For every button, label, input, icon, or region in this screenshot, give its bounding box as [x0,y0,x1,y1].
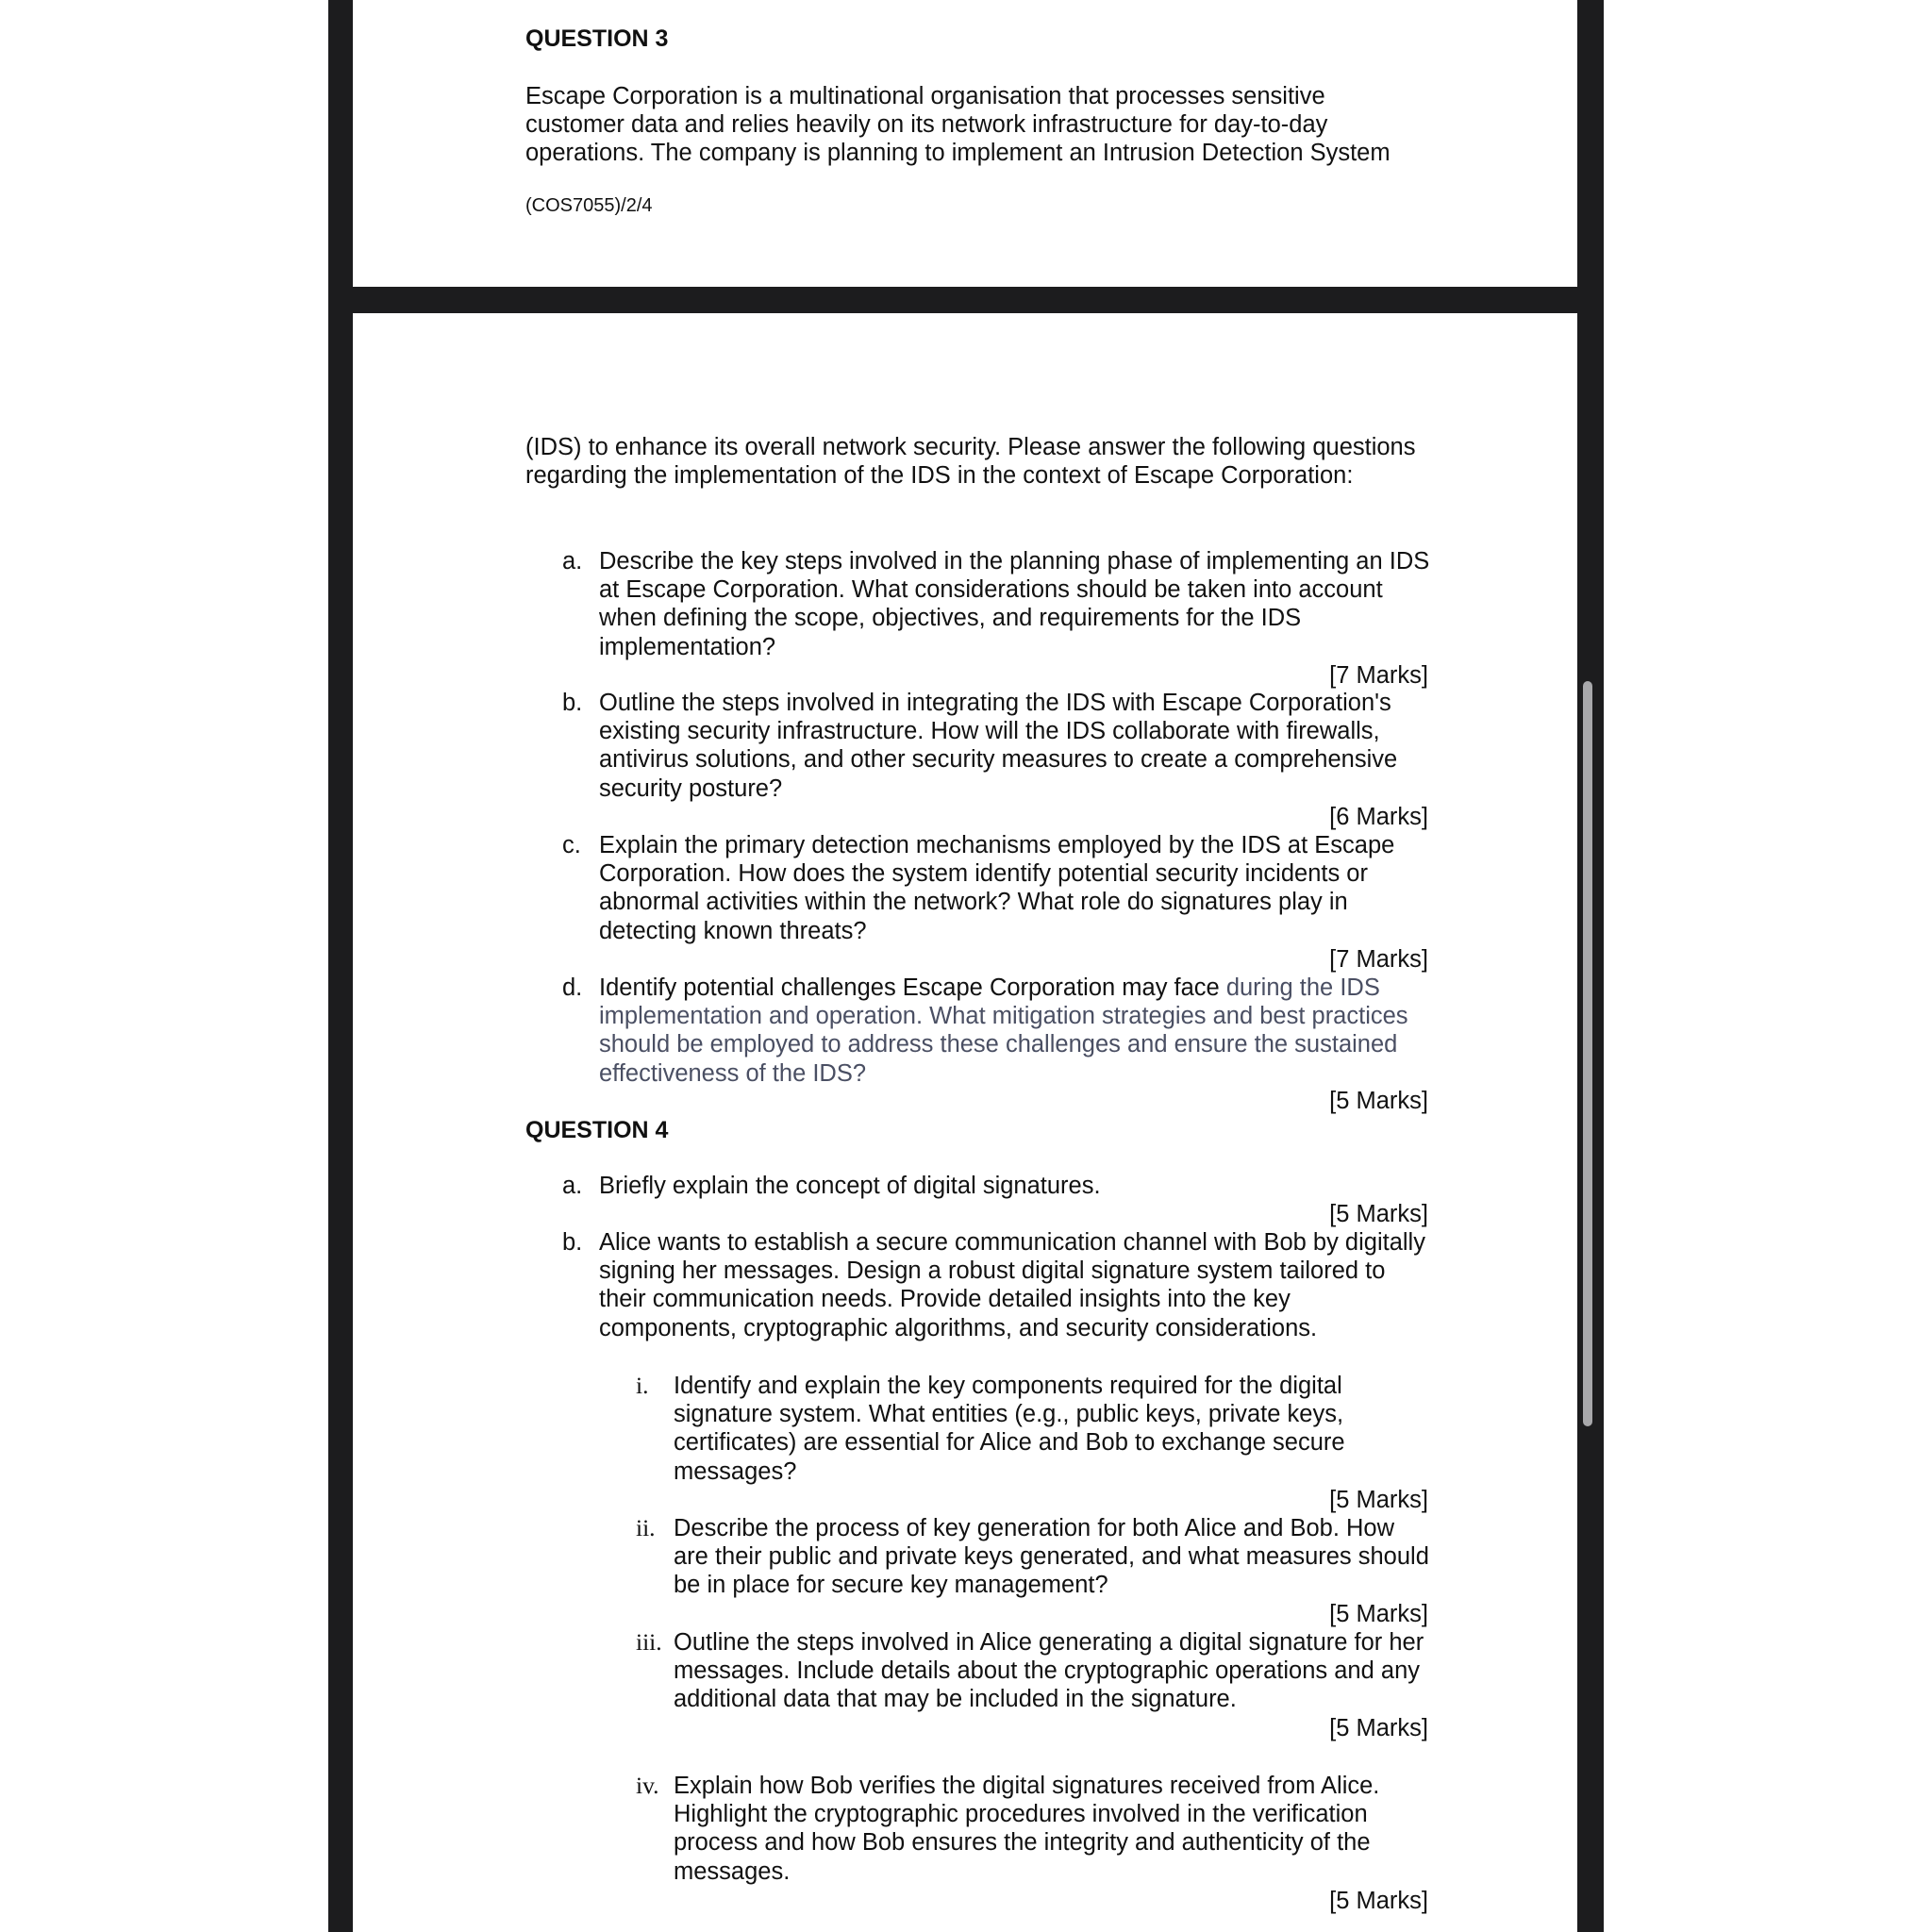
question-3-heading: QUESTION 3 [525,25,669,52]
marks-label: [6 Marks] [1329,804,1428,830]
q4-sub-ii-text: Describe the process of key generation for both Alice and Bob. How are their public and private keys generated, and what measures should be in place for secure key management? [674,1515,1429,1599]
q4-item-a-text: Briefly explain the concept of digital signatures. [599,1173,1101,1199]
q3-item-c-text: Explain the primary detection mechanisms employed by the IDS at Escape Corporation. How does the system identify potential security incidents or abnormal activities within the network? What role do signatures play in detecting known threats? [599,832,1395,944]
list-marker-b: b. [562,1229,583,1256]
q3-item-d-text: Identify potential challenges Escape Corporation may face during the IDS implementation and operation. What mitigation strategies and best practices should be employed to address these challenges and ensure the sustained effectiveness of the IDS? [599,974,1408,1087]
list-marker-iii: iii. [636,1628,662,1656]
page-footer-code: (COS7055)/2/4 [525,195,653,216]
marks-label: [5 Marks] [1329,1601,1428,1627]
document-page-1 [353,0,1577,287]
list-marker-c: c. [562,832,581,858]
list-marker-b: b. [562,690,583,716]
marks-label: [5 Marks] [1329,1888,1428,1914]
marks-label: [5 Marks] [1329,1201,1428,1227]
document-page-2 [353,313,1577,1932]
question-4-heading: QUESTION 4 [525,1117,669,1143]
list-marker-a: a. [562,1173,583,1199]
document-viewer [328,0,1604,1932]
list-marker-a: a. [562,548,583,575]
list-marker-i: i. [636,1372,649,1399]
q4-sub-i-text: Identify and explain the key components required for the digital signature system. What entities (e.g., public keys, private keys, certificates) are essential for Alice and Bob to exchange secure messages? [674,1373,1345,1485]
marks-label: [5 Marks] [1329,1715,1428,1741]
q4-sub-iii-text: Outline the steps involved in Alice generating a digital signature for her messages. Include details about the cryptographic operations and any additional data that may be included in the signature. [674,1629,1424,1713]
list-marker-iv: iv. [636,1772,659,1799]
intro-paragraph-continued: (IDS) to enhance its overall network security. Please answer the following questions regarding the implementation of the IDS in the context of Escape Corporation: [525,434,1416,490]
q3-item-b-text: Outline the steps involved in integrating the IDS with Escape Corporation's existing security infrastructure. How will the IDS collaborate with firewalls, antivirus solutions, and other security measures to create a comprehensive security posture? [599,690,1398,802]
list-marker-d: d. [562,974,583,1001]
q4-sub-iv-text: Explain how Bob verifies the digital signatures received from Alice. Highlight the cryptographic procedures involved in the verification process and how Bob ensures the integrity and authenticity of the messages. [674,1773,1380,1885]
marks-label: [5 Marks] [1329,1088,1428,1114]
intro-paragraph: Escape Corporation is a multinational organisation that processes sensitive customer data and relies heavily on its network infrastructure for day-to-day operations. The company is planning to implement an Intrusion Detection System [525,83,1391,167]
marks-label: [7 Marks] [1329,662,1428,689]
marks-label: [5 Marks] [1329,1487,1428,1513]
list-marker-ii: ii. [636,1514,656,1541]
vertical-scrollbar[interactable] [1583,681,1592,1426]
marks-label: [7 Marks] [1329,946,1428,973]
q4-item-b-text: Alice wants to establish a secure communication channel with Bob by digitally signing her messages. Design a robust digital signature system tailored to their communication needs. Provide detailed insights into the key components, cryptographic algorithms, and security considerations. [599,1229,1425,1341]
q3-item-a-text: Describe the key steps involved in the planning phase of implementing an IDS at Escape Corporation. What considerations should be taken into account when defining the scope, objectives, and requirements for the IDS implementation? [599,548,1430,660]
